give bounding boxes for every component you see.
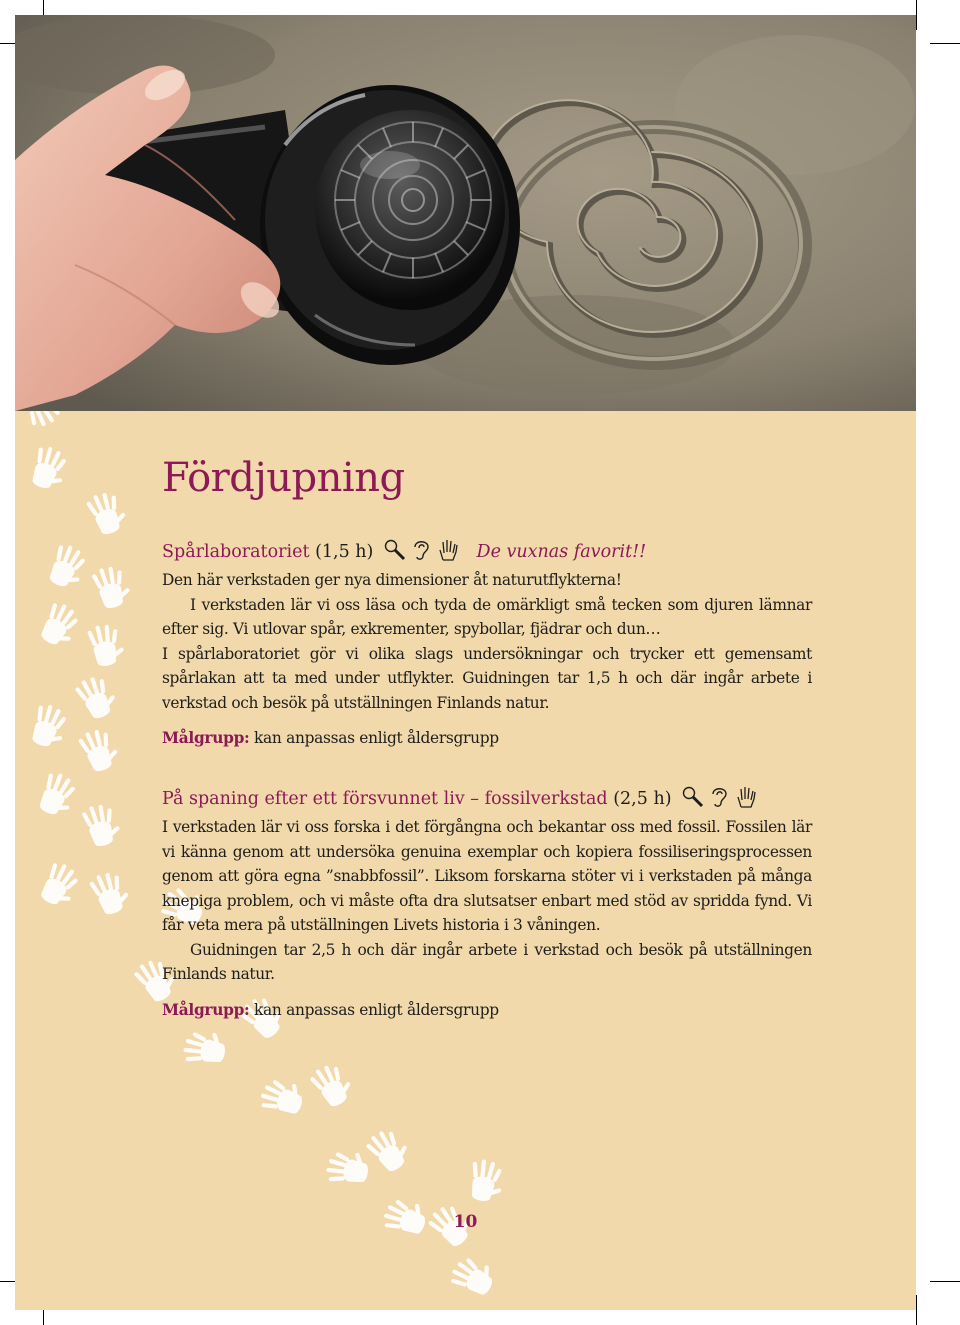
activity-icons [681,786,759,815]
ammonite-photo [15,15,916,411]
section-paragraph: I verkstaden lär vi oss forska i det förgångna och bekantar oss med fossil. Fossilen lär vi känna genom att undersöka genuina exemplar och kopiera fossiliseringsprocessen genom att göra egna ”snabbfossil”. Liksom forskarna stöter vi i verkstaden på många knepiga problem, och vi måste ofta dra slutsatser enbart med stöd av spridda fynd. Vi får veta mera på utställningen Livets historia i 3 våningen. [162,818,812,934]
favorite-note: De vuxnas favorit!! [476,542,647,562]
crop-mark-tr-h [930,43,960,44]
magnifier-icon [684,788,703,807]
section-paragraph: I verkstaden lär vi oss läsa och tyda de omärkligt små tecken som djuren lämnar efter sig. Vi utlovar spår, exkrementer, spybollar, fjädrar och dun… [162,595,812,638]
target-group [162,998,812,1022]
page-number: 10 [453,1212,478,1232]
crop-mark-tr-v [916,0,917,30]
ammonite-photo-illustration [15,15,916,411]
activity-icons-graphic [681,786,759,808]
section-title: Spårlaboratoriet [162,542,310,562]
target-group-label: Målgrupp: [162,729,250,747]
section-sparlaboratoriet [162,539,812,750]
section-title: På spaning efter ett försvunnet liv – fossilverkstad [162,789,608,809]
crop-mark-br-v [916,1295,917,1325]
section-paragraph: Den här verkstaden ger nya dimensioner åt naturutflykterna! [162,571,622,589]
ear-icon [415,542,428,559]
main-content [162,455,812,1022]
section-heading [162,786,812,815]
magnifier-icon [385,541,404,560]
target-group-value: kan anpassas enligt åldersgrupp [249,729,499,747]
section-heading [162,539,812,568]
activity-icons [383,539,461,568]
target-group-value: kan anpassas enligt åldersgrupp [249,1000,499,1019]
section-fossilverkstad [162,786,812,1022]
section-duration: (2,5 h) [613,789,672,809]
target-group [162,726,812,750]
activity-icons-graphic [383,539,461,561]
target-group-label: Målgrupp: [162,1000,250,1019]
section-duration: (1,5 h) [315,542,374,562]
crop-mark-br-h [930,1281,960,1282]
section-paragraph: Guidningen tar 2,5 h och där ingår arbete i verkstad och besök på utställningen Finlands natur. [162,940,812,983]
page [15,15,916,1310]
hand-icon [738,787,755,807]
hand-icon [440,540,457,560]
page-title: Fördjupning [162,455,405,501]
section-paragraph: I spårlaboratoriet gör vi olika slags undersökningar och trycker ett gemensamt spårlakan att ta med under utflykter. Guidningen tar 1,5 h och där ingår arbete i verkstad och besök på utställningen Finlands natur. [162,644,812,712]
ear-icon [713,789,726,806]
